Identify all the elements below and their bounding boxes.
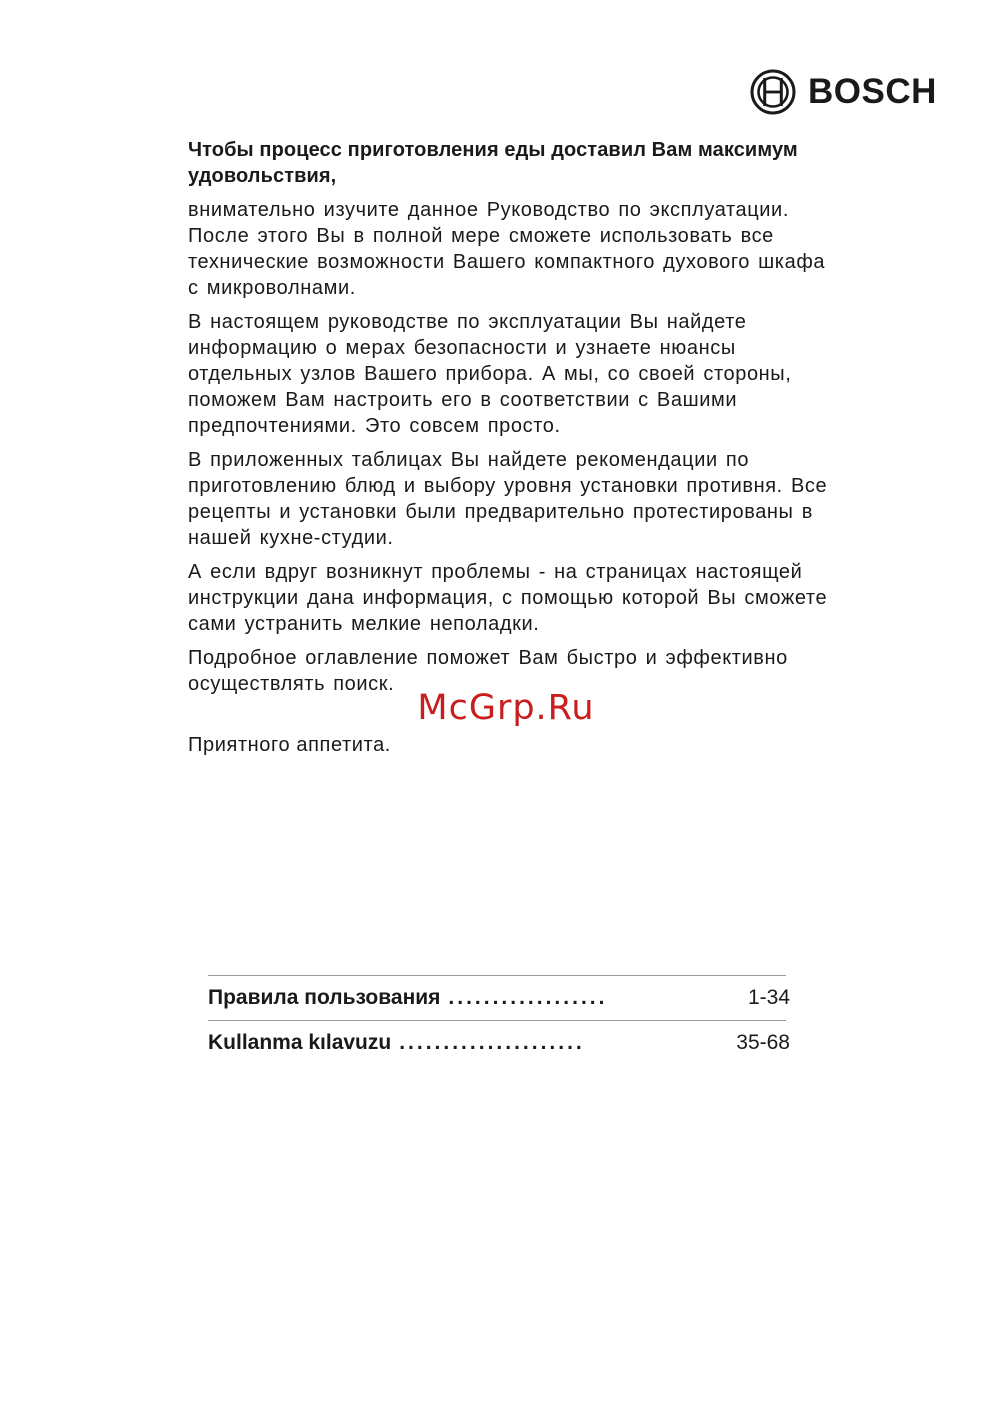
- brand-logo: [750, 68, 937, 116]
- intro-paragraph: В настоящем руководстве по эксплуатации Вы найдете информацию о мерах безопасности и узнаете нюансы отдельных узлов Вашего прибора. А мы, со своей стороны, поможем Вам настроить его в соответствии с Вашими предпочтениями. Это совсем просто.: [188, 311, 792, 437]
- toc-entry[interactable]: [208, 976, 790, 1020]
- toc-entry-pages: 1-34: [747, 986, 790, 1009]
- intro-paragraph: В приложенных таблицах Вы найдете рекомендации по приготовлению блюд и выбору уровня установки противня. Все рецепты и установки были предварительно протестированы в нашей кухне-студии.: [188, 449, 828, 549]
- intro-paragraph: А если вдруг возникнут проблемы - на страницах настоящей инструкции дана информация, с помощью которой Вы сможете сами устранить мелкие неполадки.: [188, 561, 828, 635]
- toc-leader-dots: .....................: [399, 1031, 585, 1054]
- table-of-contents: [208, 975, 790, 1065]
- toc-entry[interactable]: [208, 1021, 790, 1065]
- watermark: McGrp.Ru: [417, 688, 595, 728]
- intro-paragraph: Подробное оглавление поможет Вам быстро и эффективно осуществлять поиск.: [188, 647, 788, 695]
- intro-heading: Чтобы процесс приготовления еды доставил Вам максимум удовольствия,: [188, 139, 798, 187]
- toc-entry-label: Kullanma kılavuzu: [208, 1031, 392, 1054]
- closing-line: Приятного аппетита.: [188, 734, 391, 756]
- toc-leader-dots: ..................: [448, 986, 608, 1009]
- toc-entry-label: Правила пользования: [208, 986, 441, 1009]
- intro-paragraph: внимательно изучите данное Руководство по эксплуатации. После этого Вы в полной мере сможете использовать все технические возможности Вашего компактного духового шкафа с микроволнами.: [188, 199, 826, 299]
- toc-entry-pages: 35-68: [736, 1031, 790, 1054]
- intro-section: [188, 137, 828, 705]
- brand-name: BOSCH: [808, 72, 937, 111]
- bosch-armature-icon: [750, 69, 796, 115]
